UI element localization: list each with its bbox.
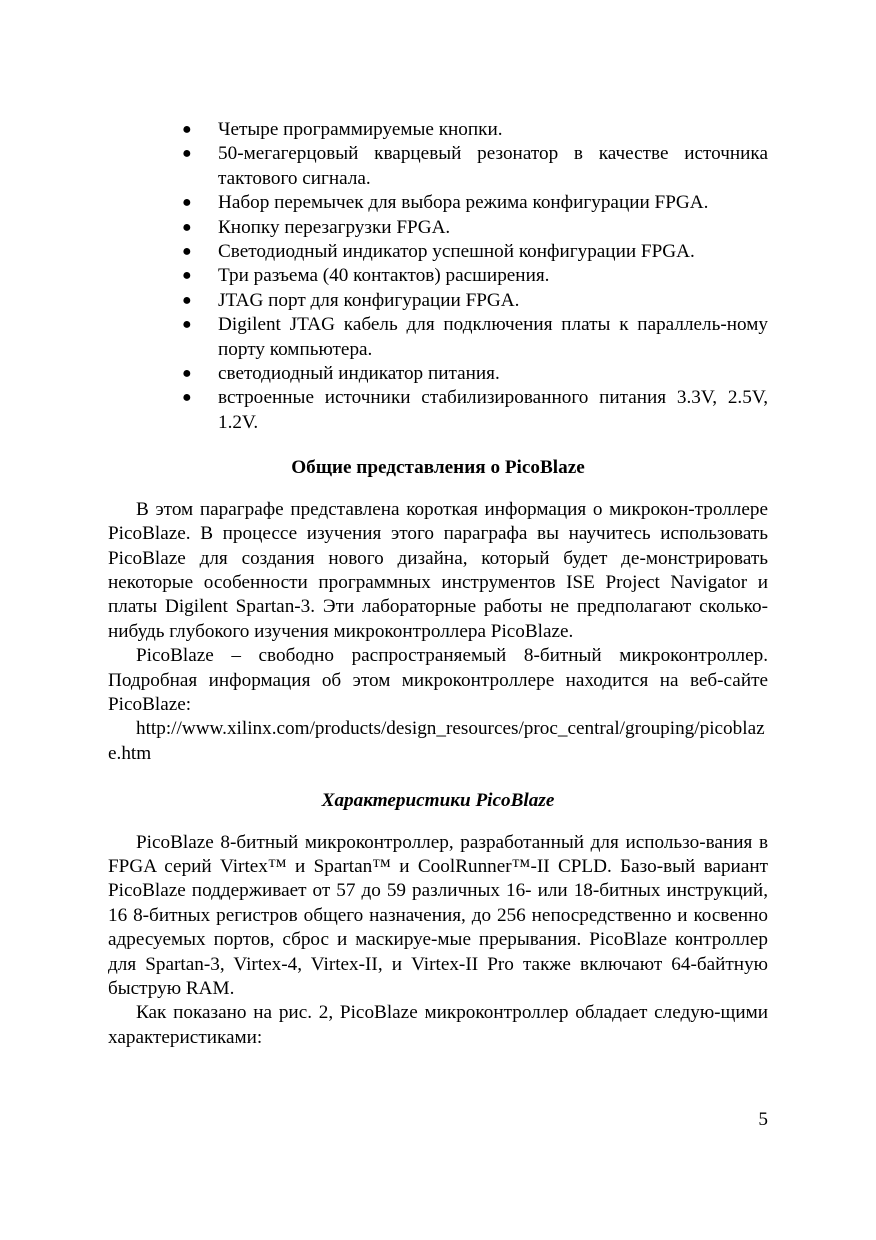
list-item-text: Три разъема (40 контактов) расширения. bbox=[218, 265, 550, 287]
list-item-text: Кнопку перезагрузки FPGA. bbox=[218, 216, 451, 238]
paragraph: Как показано на рис. 2, PicoBlaze микроконтроллер обладает следую-щими характеристиками: bbox=[108, 1002, 768, 1048]
list-item-text: Digilent JTAG кабель для подключения платы к параллель-ному порту компьютера. bbox=[218, 314, 768, 360]
list-item-text: 50-мегагерцовый кварцевый резонатор в качестве источника тактового сигнала. bbox=[218, 143, 768, 189]
list-item-text: встроенные источники стабилизированного питания 3.3V, 2.5V, 1.2V. bbox=[218, 387, 768, 433]
page-number: 5 bbox=[758, 1109, 768, 1130]
bullet-icon: ● bbox=[182, 145, 192, 163]
feature-list bbox=[108, 118, 768, 435]
list-item bbox=[108, 313, 768, 362]
list-item bbox=[108, 118, 768, 142]
section-heading-picoblaze-overview: Общие представления о PicoBlaze bbox=[291, 457, 585, 479]
list-item-text: Набор перемычек для выбора режима конфигурации FPGA. bbox=[218, 192, 709, 214]
paragraph: PicoBlaze 8-битный микроконтроллер, разработанный для использо-вания в FPGA серий Virtex™ и Spartan™ и CoolRunner™-II CPLD. Базо-вый вариант PicoBlaze поддерживает от 57 до 59 различных 16- или 18-битных инструкций, 16 8-битных регистров общего назначения, до 256 непосредственно и косвенно адресуемых портов, сброс и маскируе-мые прерывания. PicoBlaze контроллер для Spartan-3, Virtex-4, Virtex-II, и Virtex-II Pro также включают 64-байтную быструю RAM. bbox=[108, 831, 768, 999]
bullet-icon: ● bbox=[182, 267, 192, 285]
list-item bbox=[108, 386, 768, 435]
list-item-text: Четыре программируемые кнопки. bbox=[218, 119, 503, 140]
url-text: http://www.xilinx.com/products/design_resources/proc_central/grouping/picoblaze.htm bbox=[108, 718, 765, 764]
list-item bbox=[108, 216, 768, 240]
list-item bbox=[108, 142, 768, 191]
list-item-text: JTAG порт для конфигурации FPGA. bbox=[218, 289, 520, 311]
paragraph: PicoBlaze – свободно распространяемый 8-битный микроконтроллер. Подробная информация об этом микроконтроллере находится на веб-сайте PicoBlaze: bbox=[108, 645, 768, 715]
list-item-text: Светодиодный индикатор успешной конфигурации FPGA. bbox=[218, 241, 695, 263]
bullet-icon: ● bbox=[182, 121, 192, 138]
bullet-icon: ● bbox=[182, 218, 192, 236]
list-item-text: светодиодный индикатор питания. bbox=[218, 363, 500, 385]
bullet-icon: ● bbox=[182, 316, 192, 334]
list-item bbox=[108, 240, 768, 264]
list-item bbox=[108, 264, 768, 288]
list-item bbox=[108, 289, 768, 313]
section-heading-picoblaze-features: Характеристики PicoBlaze bbox=[321, 790, 555, 812]
bullet-icon: ● bbox=[182, 291, 192, 309]
list-item bbox=[108, 362, 768, 386]
bullet-icon: ● bbox=[182, 243, 192, 261]
bullet-icon: ● bbox=[182, 194, 192, 212]
bullet-icon: ● bbox=[182, 389, 192, 407]
list-item bbox=[108, 191, 768, 215]
bullet-icon: ● bbox=[182, 365, 192, 383]
page-content bbox=[108, 118, 768, 1050]
paragraph: В этом параграфе представлена короткая информация о микрокон-троллере PicoBlaze. В процессе изучения этого параграфа вы научитесь использовать PicoBlaze для создания нового дизайна, который будет де-монстрировать некоторые особенности программных инструментов ISE Project Navigator и платы Digilent Spartan-3. Эти лабораторные работы не предполагают сколько-нибудь глубокого изучения микроконтроллера PicoBlaze. bbox=[108, 498, 768, 642]
